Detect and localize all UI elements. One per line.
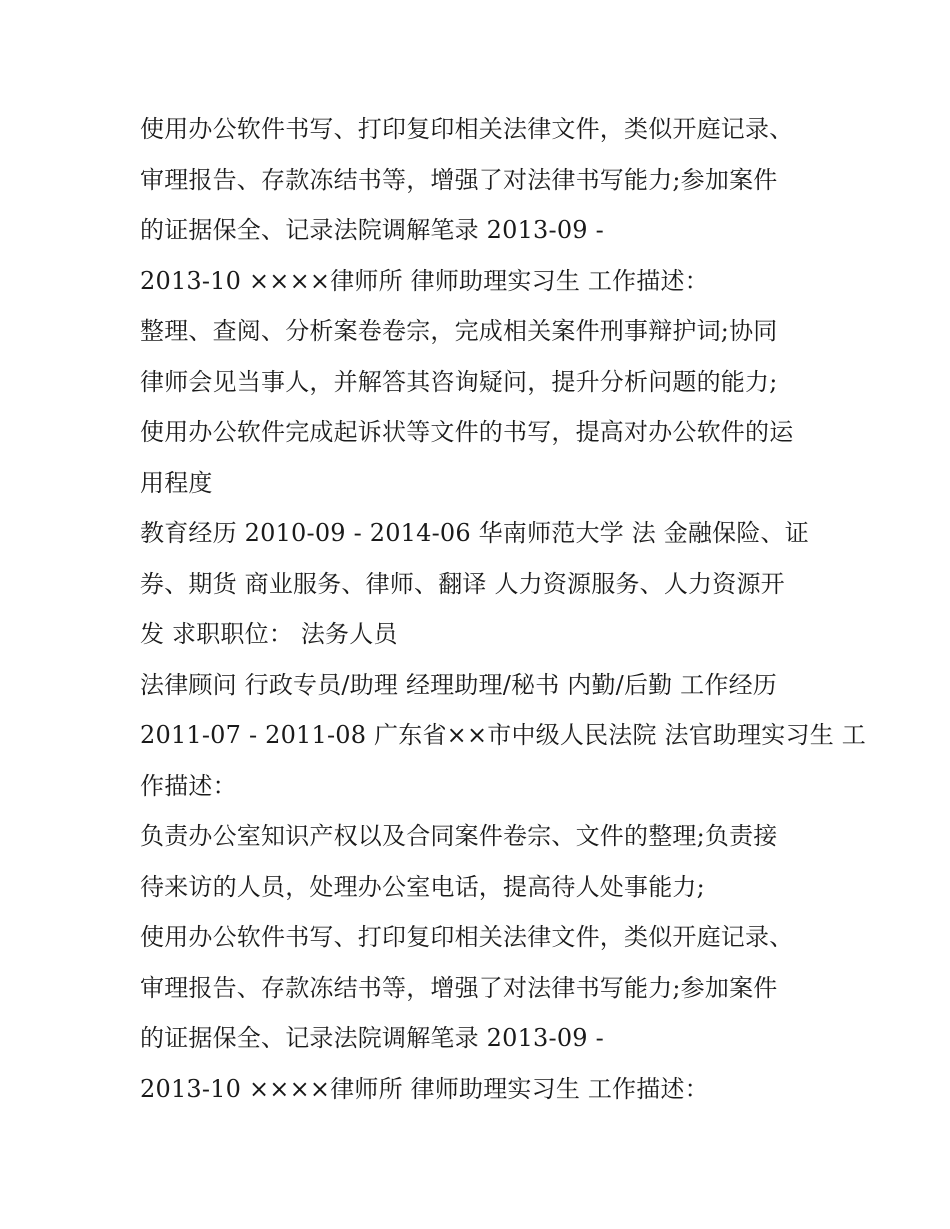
text-line: 审理报告、存款冻结书等，增强了对法律书写能力;参加案件 [140,973,778,1002]
text-line: 使用办公软件完成起诉状等文件的书写，提高对办公软件的运 [140,418,794,446]
text-line: 律师会见当事人，并解答其咨询疑问，提升分析问题的能力; [140,367,778,396]
text-line: 2013-10 ××××律师所 律师助理实习生 工作描述： [140,1074,709,1103]
text-line: 用程度 [140,468,213,497]
document-body [140,104,866,1114]
text-line: 的证据保全、记录法院调解笔录 2013-09 - [140,216,604,244]
text-line: 负责办公室知识产权以及合同案件卷宗、文件的整理;负责接 [140,822,778,850]
text-line: 使用办公软件书写、打印复印相关法律文件，类似开庭记录、 [140,923,794,951]
text-line: 2011-07 - 2011-08 广东省××市中级人民法院 法官助理实习生 工 [140,721,866,749]
text-line: 审理报告、存款冻结书等，增强了对法律书写能力;参加案件 [140,165,778,194]
text-line: 作描述： [140,771,237,800]
text-line: 2013-10 ××××律师所 律师助理实习生 工作描述： [140,266,709,295]
text-line: 的证据保全、记录法院调解笔录 2013-09 - [140,1024,604,1052]
text-line: 法律顾问 行政专员/助理 经理助理/秘书 内勤/后勤 工作经历 [140,670,777,699]
text-line: 发 求职职位： 法务人员 [140,620,398,648]
text-line: 教育经历 2010-09 - 2014-06 华南师范大学 法 金融保险、证 [140,519,809,547]
text-line: 整理、查阅、分析案卷卷宗，完成相关案件刑事辩护词;协同 [140,317,778,345]
text-line: 待来访的人员，处理办公室电话，提高待人处事能力; [140,872,705,901]
text-line: 券、期货 商业服务、律师、翻译 人力资源服务、人力资源开 [140,569,785,598]
text-line: 使用办公软件书写、打印复印相关法律文件，类似开庭记录、 [140,115,794,143]
